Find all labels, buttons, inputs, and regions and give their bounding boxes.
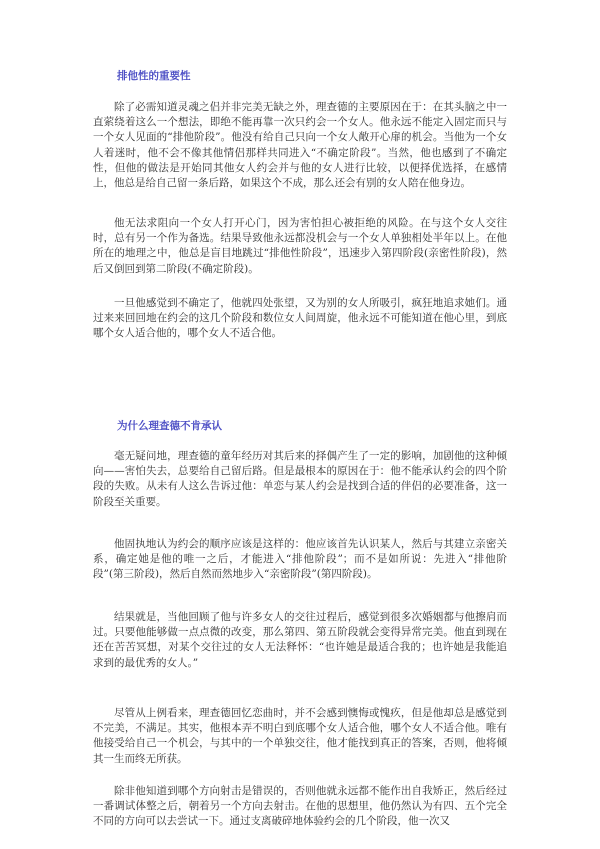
section-2-paragraph-3: 结果就是，当他回顾了他与许多女人的交往过程后，感觉到很多次婚姻都与他擦肩而过。只要他能够做一点点微的改变，那么第四、第五阶段就会变得异常完美。他直到现在还在苦苦冥想，对某个交往过的女人无法释怀：“也许她是最适合我的；也许她是我能追求到的最优秀的女人。”	[93, 611, 507, 669]
section-2-paragraph-2: 他固执地认为约会的顺序应该是这样的：他应该首先认识某人，然后与其建立亲密关系，确定她是他的唯一之后，才能进入“排他阶段”；而不是如所说：先进入“排他阶段”(第三阶段)，然后自然而然地步入“亲密阶段”(第四阶段)。	[93, 538, 507, 581]
section-1-paragraph-1: 除了必需知道灵魂之侣并非完美无缺之外，理查德的主要原因在于：在其头脑之中一直萦绕着这么一个想法，即绝不能再靠一次只约会一个女人。他永远不能定入固定而只与一个女人见面的“排他阶段”。他没有给自己只向一个女人敞开心扉的机会。当他为一个女人着迷时，他不会不像其他情侣那样共同进入“不确定阶段”。当然，他也感到了不确定性，但他的做法是开始同其他女人约会并与他的女人进行比较，以便择优选择，在感情上，他总是给自己留一条后路，如果这个不成，那么还会有别的女人陪在他身边。	[93, 101, 507, 190]
section-2-title: 为什么理查德不肯承认	[117, 420, 222, 432]
section-2-paragraph-4: 尽管从上例看来，理查德回忆恋曲时，并不会感到懊悔或愧疚，但是他却总是感觉到不完美，不满足。其实，他根本弄不明白到底哪个女人适合他，哪个女人不适合他。唯有他接受给自己一个机会，与其中的一个单独交往，他才能找到真正的答案，否则，他将倾其一生而终无所获。	[93, 707, 507, 765]
section-1-paragraph-2: 他无法求阻向一个女人打开心门，因为害怕担心被拒绝的风险。在与这个女人交往时，总有另一个作为备选。结果导致他永远都没机会与一个女人单独相处半年以上。在他所在的地理之中，他总是盲目地跳过“排他性阶段”，迅速步入第四阶段(亲密性阶段)，然后又倒回到第二阶段(不确定阶段)。	[93, 217, 507, 275]
section-1-paragraph-3: 一旦他感觉到不确定了，他就四处张望，又为别的女人所吸引，疯狂地追求她们。通过来来回回地在约会的这几个阶段和数位女人间周旋，他永远不可能知道在他心里，到底哪个女人适合他的，哪个女人不适合他。	[93, 297, 507, 340]
section-1-title: 排他性的重要性	[117, 70, 191, 82]
section-2-paragraph-5: 除非他知道到哪个方向射击是错误的，否则他就永远都不能作出自我矫正，然后经过一番调试体整之后，朝着另一个方向去射击。在他的思想里，他仍然认为有四、五个完全不同的方向可以去尝试一下。通过支离破碎地体验约会的几个阶段，他一次又	[93, 785, 507, 828]
section-2-paragraph-1: 毫无疑问地，理查德的童年经历对其后来的择偶产生了一定的影响，加剧他的这种倾向——害怕失去，总要给自己留后路。但是最根本的原因在于：他不能承认约会的四个阶段的失败。从未有人这么告诉过他：单恋与某人约会是找到合适的伴侣的必要准备，这一阶段至关重要。	[93, 450, 507, 508]
